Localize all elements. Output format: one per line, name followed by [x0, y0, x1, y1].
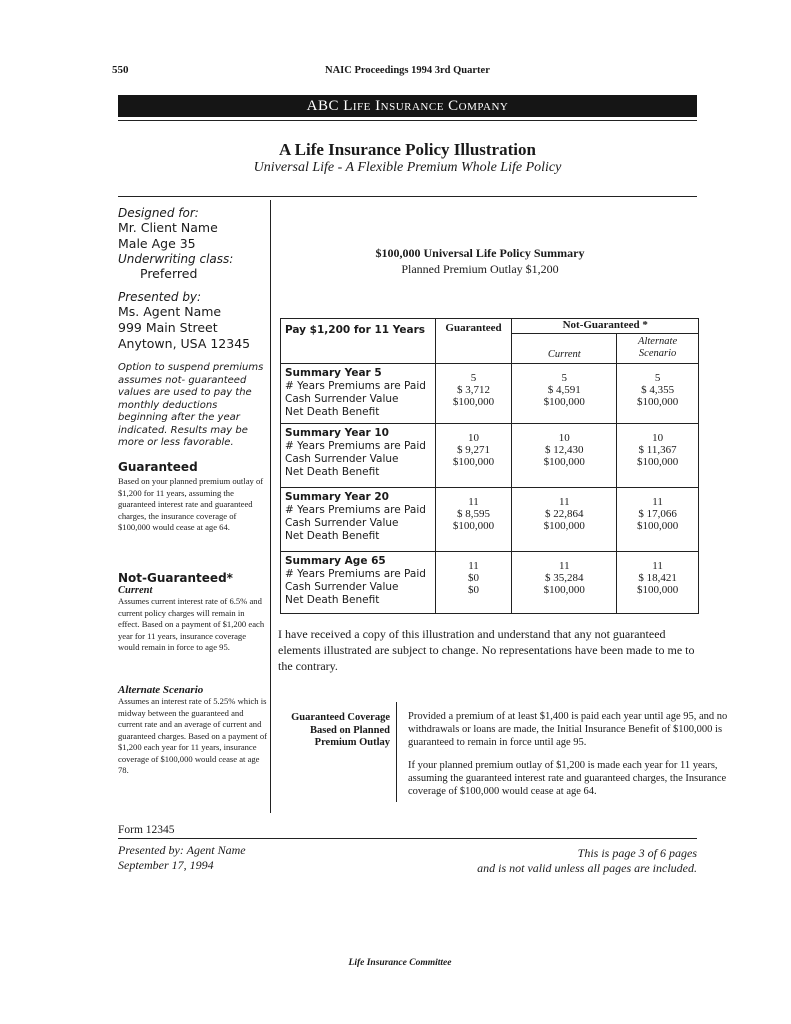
pay-header: Pay $1,200 for 11 Years	[281, 319, 436, 364]
cell-value: $0	[468, 584, 479, 596]
cell-value: 11	[652, 496, 663, 508]
underwriting-value: Preferred	[140, 266, 198, 281]
row-line: # Years Premiums are Paid	[285, 380, 426, 392]
guaranteed-coverage-label: Guaranteed Coverage Based on Planned Premium Outlay	[291, 712, 390, 748]
row-line: # Years Premiums are Paid	[285, 568, 426, 580]
row-label	[281, 424, 436, 488]
option-note: Option to suspend premiums assumes not- guaranteed values are used to pay the monthly deductions beginning after the year indicated. Results may be more or less favorable.	[118, 362, 264, 448]
page-subtitle: Universal Life - A Flexible Premium Whole Life Policy	[253, 160, 562, 175]
client-name: Mr. Client Name	[118, 220, 218, 235]
current-cell	[512, 424, 617, 488]
cell-value: $100,000	[452, 396, 495, 408]
footer-right	[420, 846, 697, 876]
row-heading: Summary Year 5	[285, 367, 382, 379]
coverage-divider	[396, 702, 397, 802]
cell-value: 11	[559, 496, 570, 508]
cell-value: $0	[468, 572, 479, 584]
cell-value: $100,000	[452, 520, 495, 532]
alternate-text: Assumes an interest rate of 5.25% which is midway between the guaranteed and current rate and an average of current and guaranteed charges. Based on a payment of $1,200 each year for 11 years, insurance coverage of $100,000 would cease at age 78.	[118, 696, 267, 775]
guaranteed-heading: Guaranteed	[118, 460, 198, 474]
not-guaranteed-section	[118, 571, 268, 654]
row-line: Cash Surrender Value	[285, 393, 399, 405]
cell-value: $ 17,066	[638, 508, 677, 520]
alternate-cell	[617, 552, 699, 614]
alternate-cell	[617, 488, 699, 552]
guaranteed-header: Guaranteed	[435, 319, 512, 364]
alternate-cell	[617, 424, 699, 488]
footer-left	[118, 843, 246, 873]
not-guaranteed-header: Not-Guaranteed *	[512, 319, 699, 334]
summary-subtitle: Planned Premium Outlay $1,200	[401, 262, 559, 276]
designed-for-label: Designed for:	[118, 206, 199, 220]
banner-rule	[118, 120, 697, 121]
cell-value: $100,000	[543, 396, 585, 408]
cell-value: 5	[654, 372, 661, 384]
cell-value: 10	[558, 432, 570, 444]
cell-value: 10	[652, 432, 664, 444]
cell-value: $100,000	[543, 584, 585, 596]
row-line: Net Death Benefit	[285, 530, 380, 542]
underwriting-label: Underwriting class:	[118, 252, 234, 266]
row-heading: Summary Age 65	[285, 555, 386, 567]
alternate-section	[118, 684, 268, 777]
table-row	[281, 424, 699, 488]
guaranteed-cell	[435, 552, 512, 614]
committee-name: Life Insurance Committee	[348, 958, 452, 968]
current-label: Current	[118, 585, 153, 596]
row-heading: Summary Year 10	[285, 427, 389, 439]
cell-value: $ 18,421	[638, 572, 677, 584]
table-row	[281, 488, 699, 552]
cell-value: 11	[559, 560, 570, 572]
current-header: Current	[512, 334, 617, 364]
current-cell	[512, 364, 617, 424]
presented-by-label: Presented by:	[118, 290, 202, 304]
footer-page-info: This is page 3 of 6 pages	[577, 846, 697, 860]
guaranteed-text: Based on your planned premium outlay of $1,200 for 11 years, assuming the guaranteed interest rate and guaranteed charges, the insurance coverage of $100,000 would cease at age 64.	[118, 476, 264, 532]
page-number: 550	[112, 64, 129, 76]
current-text: Assumes current interest rate of 6.5% and current policy charges will remain in effect. Based on a payment of $1,200 each year for 11 years, insurance coverage would remain in force to age 95.	[118, 596, 265, 652]
sidebar-client	[118, 206, 266, 282]
row-line: Cash Surrender Value	[285, 581, 399, 593]
cell-value: $100,000	[543, 520, 585, 532]
client-age: Male Age 35	[118, 236, 196, 251]
table-row	[281, 364, 699, 424]
guaranteed-cell	[435, 488, 512, 552]
current-cell	[512, 552, 617, 614]
cell-value: 10	[468, 432, 479, 444]
current-cell	[512, 488, 617, 552]
row-label	[281, 364, 436, 424]
page-title: A Life Insurance Policy Illustration	[279, 140, 536, 159]
form-number: Form 12345	[118, 824, 175, 836]
not-guaranteed-heading: Not-Guaranteed*	[118, 571, 233, 585]
table-row	[281, 552, 699, 614]
company-banner: ABC Life Insurance Company	[118, 95, 697, 117]
guaranteed-cell	[435, 364, 512, 424]
cell-value: $ 8,595	[457, 508, 490, 520]
running-head: NAIC Proceedings 1994 3rd Quarter	[325, 65, 490, 76]
row-heading: Summary Year 20	[285, 491, 389, 503]
guaranteed-section	[118, 460, 268, 534]
acknowledgement-text: I have received a copy of this illustration and understand that any not guaranteed elements illustrated are subject to change. No representations have been made to me to the contrary.	[278, 627, 695, 673]
cell-value: 11	[652, 560, 663, 572]
cell-value: 5	[561, 372, 568, 384]
cell-value: $100,000	[543, 456, 585, 468]
alternate-cell	[617, 364, 699, 424]
cell-value: $ 9,271	[457, 444, 490, 456]
cell-value: $ 22,864	[545, 508, 584, 520]
cell-value: $100,000	[452, 456, 495, 468]
guaranteed-coverage-text-1: Provided a premium of at least $1,400 is paid each year until age 95, and no withdrawals or loans are made, the Initial Insurance Benefit of $100,000 is guaranteed to remain in force until age 95.	[408, 711, 728, 748]
agent-street: 999 Main Street	[118, 320, 218, 335]
cell-value: 11	[468, 560, 479, 572]
row-line: Net Death Benefit	[285, 406, 380, 418]
alternate-header: Alternate Scenario	[617, 334, 699, 364]
guaranteed-cell	[435, 424, 512, 488]
row-label	[281, 488, 436, 552]
cell-value: $100,000	[636, 520, 679, 532]
footer-presented-by: Presented by: Agent Name	[118, 843, 246, 857]
summary-title: $100,000 Universal Life Policy Summary	[375, 246, 585, 260]
row-line: Net Death Benefit	[285, 594, 380, 606]
cell-value: $100,000	[636, 584, 679, 596]
summary-table	[280, 318, 699, 614]
cell-value: $ 4,591	[547, 384, 581, 396]
cell-value: $100,000	[636, 396, 679, 408]
guaranteed-coverage-text-2: If your planned premium outlay of $1,200 is made each year for 11 years, assuming the guaranteed interest rate and guaranteed charges, the Insurance coverage of $100,000 would cease at age 64.	[408, 760, 727, 797]
column-divider	[270, 200, 271, 813]
cell-value: 11	[468, 496, 479, 508]
row-line: # Years Premiums are Paid	[285, 440, 426, 452]
row-line: Cash Surrender Value	[285, 453, 399, 465]
footer-validity-note: and is not valid unless all pages are included.	[477, 861, 697, 875]
cell-value: $ 3,712	[457, 384, 490, 396]
row-line: Cash Surrender Value	[285, 517, 399, 529]
alternate-label: Alternate Scenario	[118, 684, 204, 696]
cell-value: $ 4,355	[641, 384, 675, 396]
agent-city: Anytown, USA 12345	[118, 336, 251, 351]
agent-name: Ms. Agent Name	[118, 304, 222, 319]
row-label	[281, 552, 436, 614]
sidebar-agent	[118, 290, 266, 352]
table-header-row	[281, 319, 699, 334]
row-line: # Years Premiums are Paid	[285, 504, 426, 516]
title-rule	[118, 196, 697, 197]
cell-value: $100,000	[636, 456, 679, 468]
cell-value: $ 11,367	[638, 444, 677, 456]
cell-value: $ 35,284	[545, 572, 584, 584]
cell-value: 5	[470, 372, 477, 384]
footer-date: September 17, 1994	[118, 858, 214, 872]
cell-value: $ 12,430	[545, 444, 584, 456]
row-line: Net Death Benefit	[285, 466, 380, 478]
footer-rule	[118, 838, 697, 839]
